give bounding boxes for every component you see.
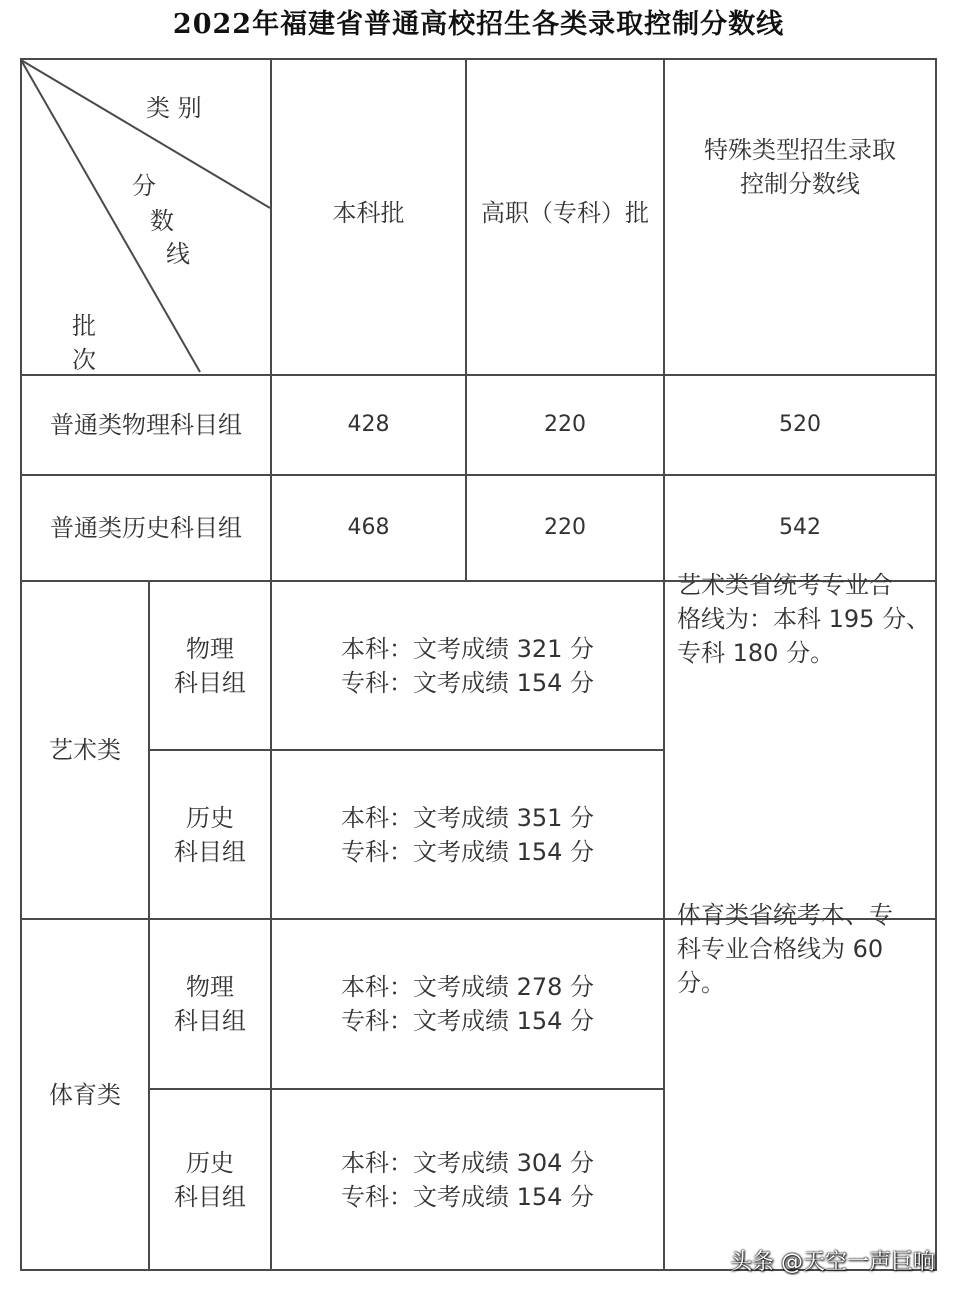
sports-physics-subject-line-1: 物理 (186, 973, 234, 1001)
art-label: 艺术类 (49, 736, 121, 764)
diag-label-category: 类 别 (146, 94, 202, 122)
sports-history-zhuanke: 专科：文考成绩 154 分 (340, 1182, 595, 1211)
header-benke: 本科批 (332, 199, 405, 227)
sports-note-line-2: 科专业合格线为 60 (677, 935, 884, 963)
sports-physics-subject (150, 920, 270, 1088)
row-history-label: 普通类历史科目组 (50, 514, 242, 542)
art-note (677, 568, 933, 904)
sports-physics-subject-line-2: 科目组 (174, 1007, 246, 1035)
sports-history-benke: 本科：文考成绩 304 分 (340, 1148, 595, 1177)
diag-label-score-3: 线 (166, 240, 190, 268)
art-history-subject-line-1: 历史 (186, 803, 234, 832)
header-gaozhi: 高职（专科）批 (481, 199, 649, 227)
watermark: 头条 @天空一声巨响 (730, 1250, 935, 1275)
art-note-line-2: 格线为：本科 195 分、 (677, 605, 931, 633)
art-history-benke: 本科：文考成绩 351 分 (340, 803, 595, 832)
art-physics-subject-line-2: 科目组 (174, 668, 246, 697)
diag-label-batch-1: 批 (72, 312, 96, 340)
row-history-benke: 468 (347, 515, 390, 540)
page-title: 2022年福建省普通高校招生各类录取控制分数线 (172, 9, 785, 40)
art-physics-subject (150, 582, 270, 749)
sports-history-subject-line-2: 科目组 (174, 1182, 246, 1211)
art-note-line-3: 专科 180 分。 (677, 639, 835, 667)
diag-label-score-1: 分 (132, 172, 156, 200)
sports-note-line-1: 体育类省统考本、专 (677, 901, 893, 929)
row-physics-benke: 428 (347, 412, 390, 437)
art-history-zhuanke: 专科：文考成绩 154 分 (340, 837, 595, 866)
art-physics-scores (272, 582, 663, 749)
header-special-line-2: 控制分数线 (740, 170, 860, 198)
diag-label-batch-2: 次 (72, 346, 96, 374)
art-physics-zhuanke: 专科：文考成绩 154 分 (340, 668, 595, 697)
score-table (20, 58, 937, 1271)
sports-note (677, 898, 933, 1247)
art-physics-benke: 本科：文考成绩 321 分 (340, 634, 595, 663)
sports-physics-benke: 本科：文考成绩 278 分 (340, 973, 595, 1001)
art-note-line-1: 艺术类省统考专业合 (677, 571, 893, 599)
row-physics-gaozhi: 220 (544, 412, 586, 437)
sports-physics-zhuanke: 专科：文考成绩 154 分 (340, 1007, 595, 1035)
row-history-special: 542 (779, 515, 821, 540)
art-physics-subject-line-1: 物理 (186, 634, 234, 663)
header-special (665, 10, 935, 324)
table-border-right (935, 58, 937, 1271)
diag-label-score-2: 数 (150, 207, 174, 235)
sports-history-scores (272, 1090, 663, 1269)
sports-label: 体育类 (49, 1080, 121, 1109)
row-physics-special: 520 (779, 412, 821, 437)
row-physics-label: 普通类物理科目组 (50, 411, 242, 439)
header-special-line-1: 特殊类型招生录取 (704, 136, 896, 164)
sports-history-subject (150, 1090, 270, 1269)
art-history-subject (150, 751, 270, 918)
sports-history-subject-line-1: 历史 (186, 1148, 234, 1177)
art-history-scores (272, 751, 663, 918)
sports-physics-scores (272, 920, 663, 1088)
art-history-subject-line-2: 科目组 (174, 837, 246, 866)
sports-note-line-3: 分。 (677, 969, 725, 997)
row-history-gaozhi: 220 (544, 515, 586, 540)
